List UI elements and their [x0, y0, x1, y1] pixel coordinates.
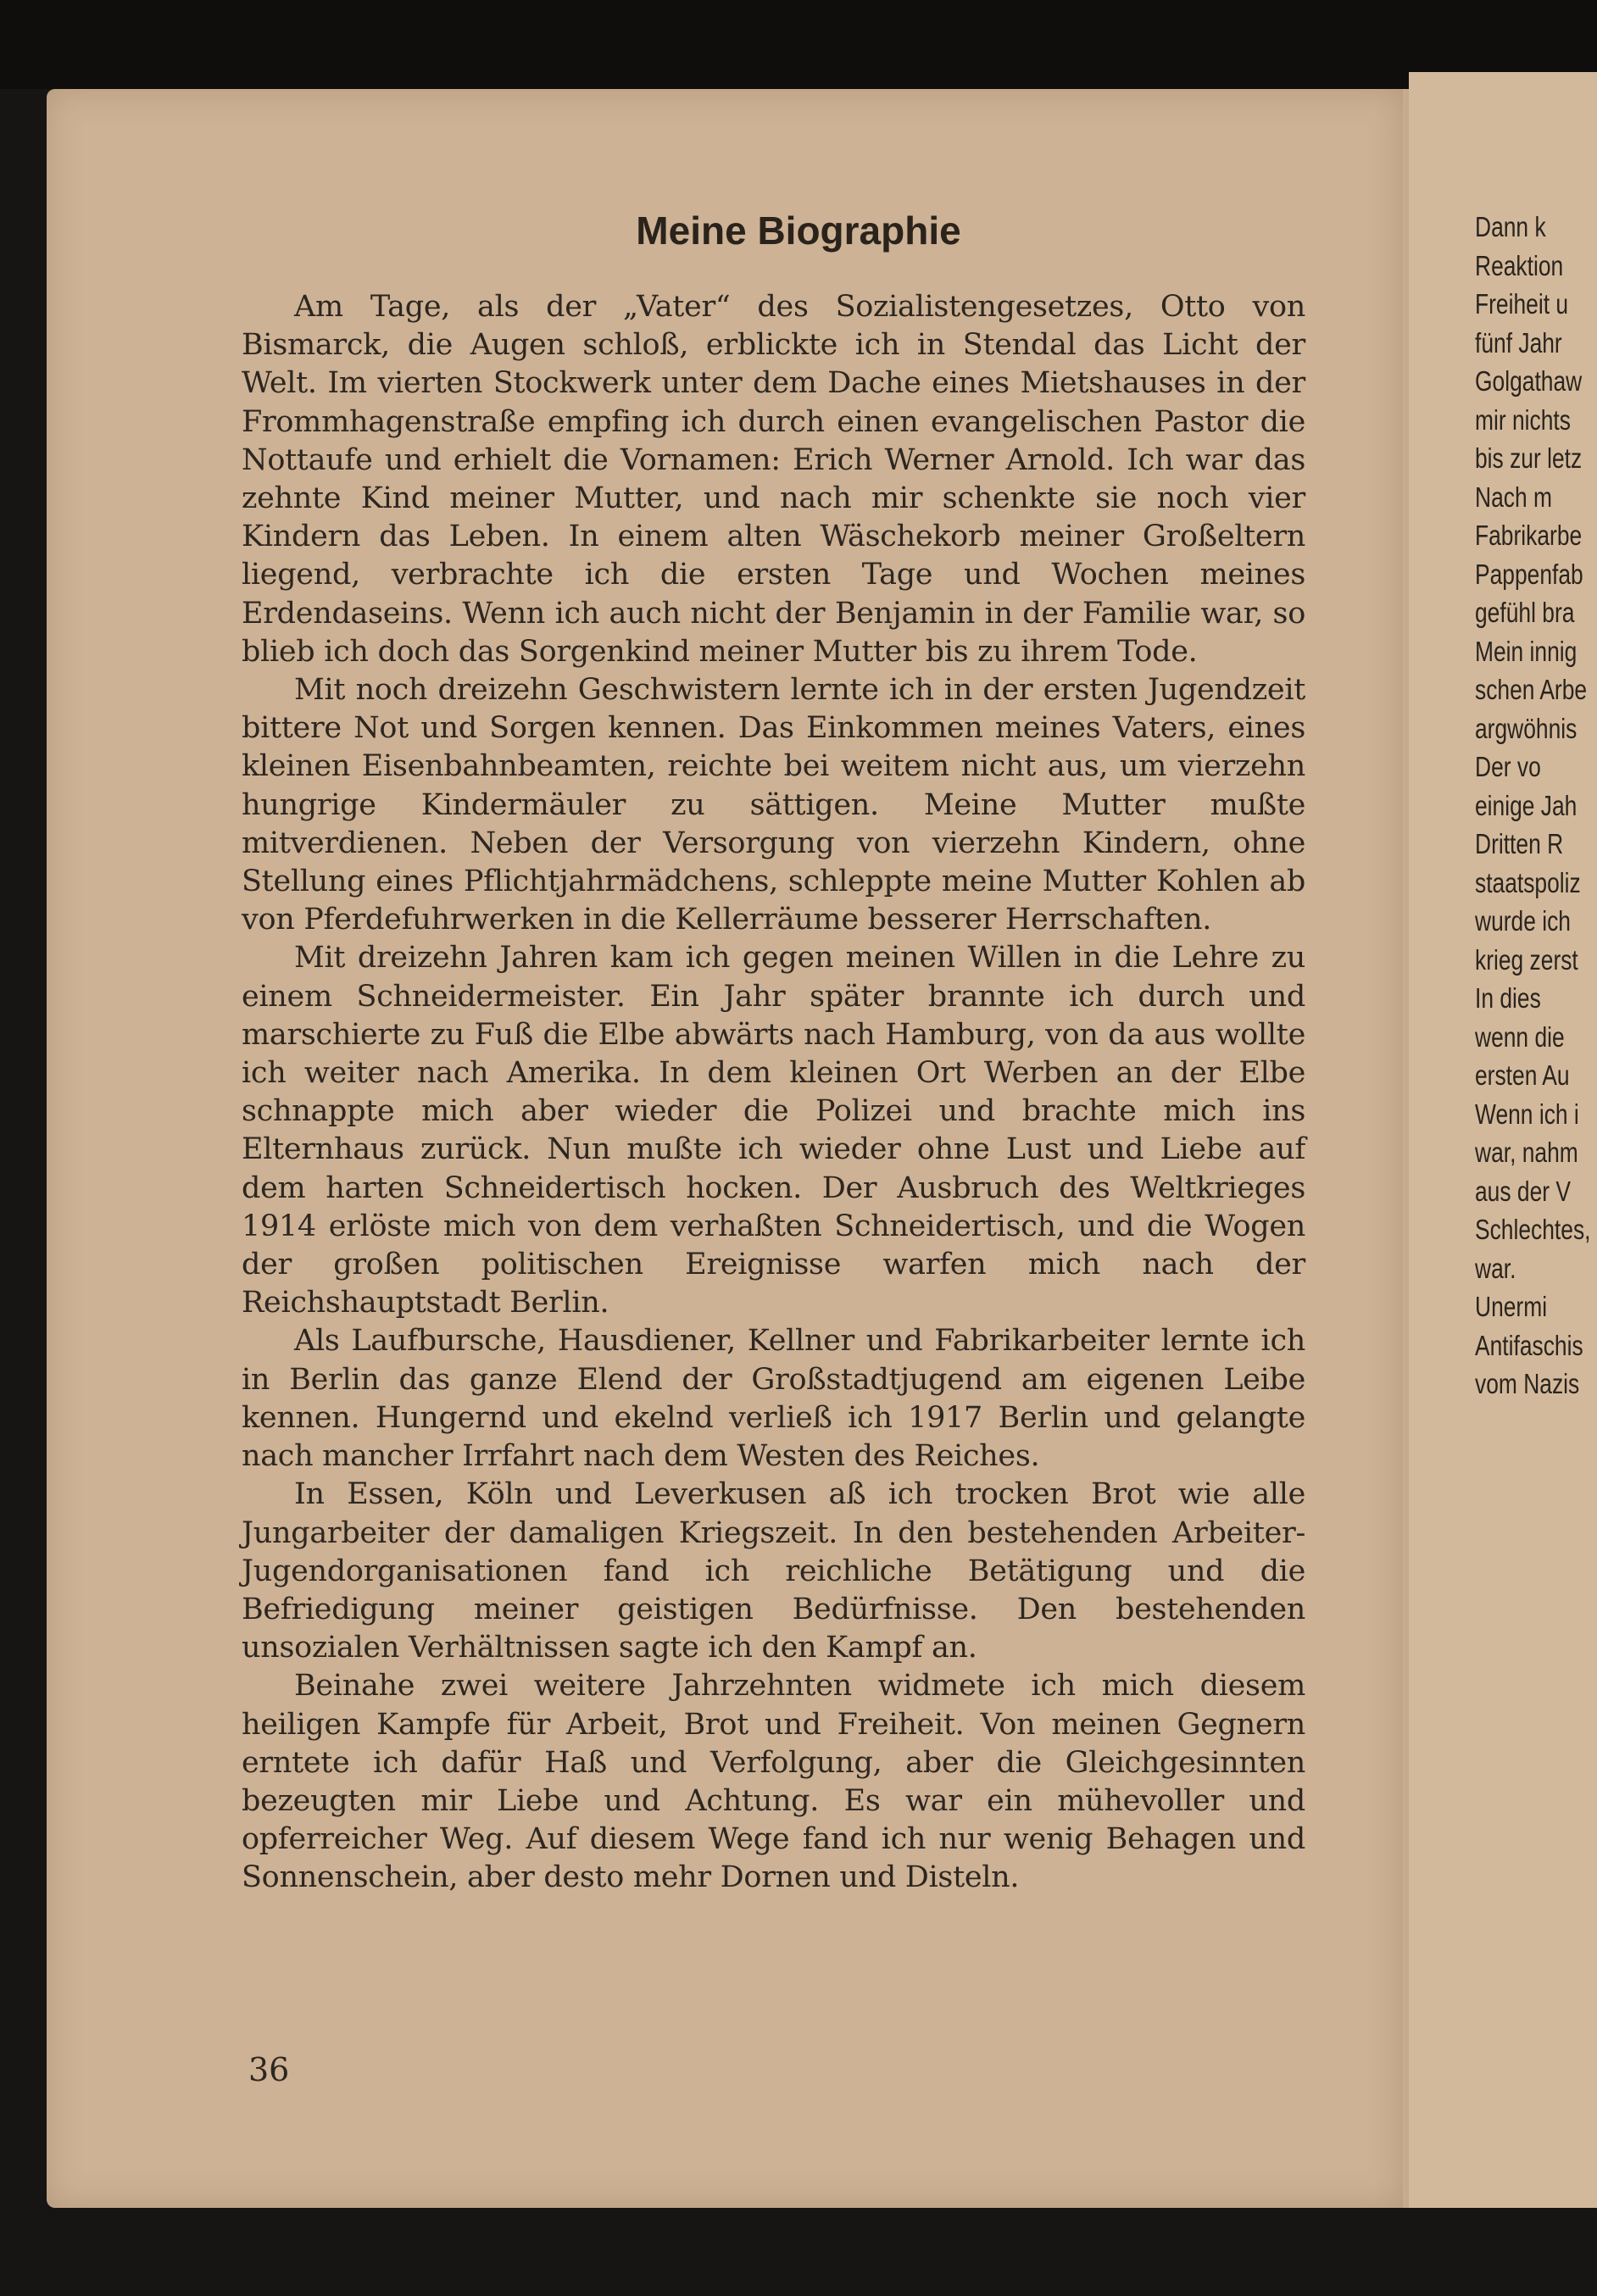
facing-page-line: Unermi	[1475, 1291, 1548, 1322]
paragraph: Mit dreizehn Jahren kam ich gegen meinen Willen in die Lehre zu einem Schneidermeister. Ein Jahr später brannte ich durch und marschierte zu Fuß die Elbe abwärts nach Hamburg, von da aus wollte ich weiter nach Amerika. In dem kleinen Ort Werben an der Elbe schnappte mich aber wieder die Polizei und brachte mich ins Elternhaus zurück. Nun mußte ich wieder ohne Lust und Liebe auf dem harten Schneidertisch hocken. Der Ausbruch des Weltkrieges 1914 erlöste mich von dem verhaßten Schneidertisch, und die Wogen der großen politischen Ereignisse warfen mich nach der Reichshauptstadt Berlin.	[242, 941, 1305, 1320]
facing-page-line: mir nichts	[1475, 403, 1571, 436]
facing-page-line: Wenn ich i	[1475, 1098, 1579, 1130]
facing-page-line: In dies	[1475, 982, 1541, 1014]
facing-page-line: argwöhnis	[1475, 712, 1578, 744]
facing-page-line: ersten Au	[1475, 1059, 1570, 1091]
dark-background	[0, 0, 1597, 89]
page-title: Meine Biographie	[636, 208, 961, 253]
facing-page-line: Mein innig	[1475, 635, 1578, 667]
facing-page-line: wenn die	[1475, 1020, 1565, 1053]
facing-page-line: Freiheit u	[1475, 288, 1569, 320]
facing-page-line: Nach m	[1475, 481, 1552, 513]
facing-page-line: krieg zerst	[1475, 943, 1578, 976]
facing-page-line: einige Jah	[1475, 789, 1578, 821]
facing-page-line: Pappenfab	[1475, 558, 1583, 590]
page-number: 36	[248, 2051, 290, 2088]
facing-page-line: Dann k	[1475, 211, 1546, 242]
facing-page-line: Fabrikarbe	[1475, 520, 1583, 551]
facing-page-line: Antifaschis	[1475, 1329, 1583, 1361]
right-page-fragment	[1409, 72, 1597, 2208]
paragraph: Beinahe zwei weitere Jahrzehnten widmete ich mich diesem heiligen Kampfe für Arbeit, Brot und Freiheit. Von meinen Gegnern erntete ich dafür Haß und Verfolgung, aber die Gleichgesinnten bezeugten mir Liebe und Achtung. Es war ein mühevoller und opferreicher Weg. Auf diesem Wege fand ich nur wenig Behagen und Sonnenschein, aber desto mehr Dornen und Disteln.	[242, 1669, 1305, 1895]
facing-page-line: Schlechtes,	[1475, 1214, 1591, 1245]
facing-page-line: staatspoliz	[1475, 866, 1581, 898]
facing-page-line: fünf Jahr	[1475, 326, 1562, 359]
facing-page-lines	[1475, 208, 1597, 1404]
paragraph: In Essen, Köln und Leverkusen aß ich trocken Brot wie alle Jungarbeiter der damaligen Kriegszeit. In den bestehenden Arbeiter-Jugendorganisationen fand ich reichliche Betätigung und die Befriedigung meiner geistigen Bedürfnisse. Den bestehenden unsozialen Verhältnissen sagte ich den Kampf an.	[242, 1477, 1305, 1665]
facing-page-line: bis zur letz	[1475, 442, 1583, 474]
paragraph: Als Laufbursche, Hausdiener, Kellner und Fabrikarbeiter lernte ich in Berlin das ganze Elend der Großstadtjugend am eigenen Leibe kennen. Hungernd und ekelnd verließ ich 1917 Berlin und gelangte nach mancher Irrfahrt nach dem Westen des Reiches.	[242, 1324, 1305, 1474]
facing-page-line: Golgathaw	[1475, 365, 1583, 397]
body-text	[242, 288, 1305, 1898]
facing-page-line: gefühl bra	[1475, 597, 1575, 628]
facing-page-line: Der vo	[1475, 751, 1541, 782]
facing-page-line: schen Arbe	[1475, 674, 1588, 705]
facing-page-line: wurde ich	[1475, 905, 1571, 937]
facing-page-line: Reaktion	[1475, 249, 1564, 281]
facing-page-line: war, nahm	[1475, 1137, 1578, 1168]
paragraph: Am Tage, als der „Vater“ des Sozialistengesetzes, Otto von Bismarck, die Augen schloß, erblickte ich in Stendal das Licht der Welt. Im vierten Stockwerk unter dem Dache eines Mietshauses in der Frommhagenstraße empfing ich durch einen evangelischen Pastor die Nottaufe und erhielt die Vornamen: Erich Werner Arnold. Ich war das zehnte Kind meiner Mutter, und nach mir schenkte sie noch vier Kindern das Leben. In einem alten Wäschekorb meiner Großeltern liegend, verbrachte ich die ersten Tage und Wochen meines Erdendaseins. Wenn ich auch nicht der Benjamin in der Familie war, so blieb ich doch das Sorgenkind meiner Mutter bis zu ihrem Tode.	[242, 290, 1305, 669]
facing-page-line: vom Nazis	[1475, 1368, 1580, 1399]
facing-page-line: Dritten R	[1475, 828, 1564, 859]
facing-page-line: war.	[1475, 1252, 1516, 1284]
paragraph: Mit noch dreizehn Geschwistern lernte ich in der ersten Jugendzeit bittere Not und Sorgen kennen. Das Einkommen meines Vaters, eines kleinen Eisenbahnbeamten, reichte bei weitem nicht aus, um vierzehn hungrige Kindermäuler zu sättigen. Meine Mutter mußte mitverdienen. Neben der Versorgung von vierzehn Kindern, ohne Stellung eines Pflichtjahrmädchens, schleppte meine Mutter Kohlen ab von Pferdefuhrwerken in die Kellerräume besserer Herrschaften.	[242, 673, 1305, 937]
facing-page-line: aus der V	[1475, 1175, 1571, 1207]
